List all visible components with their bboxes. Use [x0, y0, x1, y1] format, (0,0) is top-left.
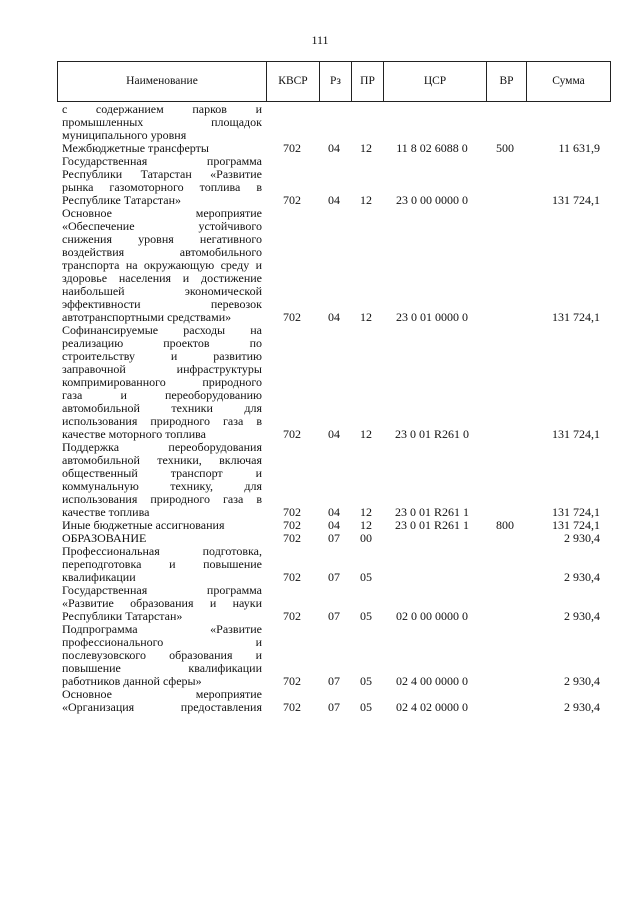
cell-kvsr: 702 [283, 518, 301, 532]
row-name-line: снижения уровня негативного [62, 232, 262, 246]
cell-kvsr: 702 [283, 609, 301, 623]
header-vr: ВР [486, 62, 526, 101]
cell-csr: 02 4 02 0000 0 [396, 700, 468, 714]
row-name-line: качестве моторного топлива [62, 427, 206, 441]
cell-sum: 131 724,1 [552, 310, 600, 324]
row-name-line: качестве топлива [62, 505, 150, 519]
row-name-line: транспорта на окружающую среду и [62, 258, 262, 272]
header-sum: Сумма [526, 62, 610, 101]
cell-csr: 11 8 02 6088 0 [396, 141, 468, 155]
cell-kvsr: 702 [283, 193, 301, 207]
cell-sum: 2 930,4 [564, 570, 600, 584]
row-name [62, 688, 262, 714]
table-row [62, 441, 610, 519]
row-name-line: автотранспортными средствами» [62, 310, 232, 324]
row-name [62, 155, 262, 207]
table-row [62, 623, 610, 688]
cell-kvsr: 702 [283, 531, 301, 545]
row-name-line: повышение квалификации [62, 661, 262, 675]
cell-pr: 00 [360, 531, 372, 545]
header-rz: Рз [319, 62, 351, 101]
row-name-line: Республики Татарстан «Развитие [62, 167, 262, 181]
cell-pr: 05 [360, 570, 372, 584]
cell-rz: 04 [328, 427, 340, 441]
cell-kvsr: 702 [283, 427, 301, 441]
cell-pr: 05 [360, 674, 372, 688]
row-name-line: компримированного природного [62, 375, 262, 389]
row-name [62, 324, 262, 441]
page-number: 111 [311, 33, 329, 47]
cell-csr: 02 0 00 0000 0 [396, 609, 468, 623]
row-name-line: профессионального и [62, 635, 262, 649]
row-name-line: общественный транспорт и [62, 466, 262, 480]
row-name-line: использования природного газа в [62, 492, 262, 506]
table-body [62, 103, 610, 714]
cell-rz: 04 [328, 310, 340, 324]
cell-sum: 2 930,4 [564, 609, 600, 623]
cell-pr: 12 [360, 518, 372, 532]
row-name [62, 207, 262, 324]
row-name-line: Основное мероприятие [62, 206, 262, 220]
cell-sum: 131 724,1 [552, 518, 600, 532]
row-name-line: ОБРАЗОВАНИЕ [62, 531, 147, 545]
row-name-line: Государственная программа [62, 583, 262, 597]
header-kvsr: КВСР [266, 62, 319, 101]
row-name-line: эффективности перевозок [62, 297, 262, 311]
row-name-line: муниципального уровня [62, 128, 187, 142]
cell-sum: 131 724,1 [552, 427, 600, 441]
cell-csr: 23 0 01 R261 1 [394, 505, 469, 519]
row-name-line: Софинансируемые расходы на [62, 323, 262, 337]
row-name-line: строительству и развитию [62, 349, 262, 363]
row-name-line: «Обеспечение устойчивого [62, 219, 262, 233]
row-name-line: Государственная программа [62, 154, 262, 168]
cell-kvsr: 702 [283, 700, 301, 714]
cell-rz: 07 [328, 609, 340, 623]
cell-kvsr: 702 [283, 505, 301, 519]
cell-rz: 04 [328, 193, 340, 207]
cell-csr: 23 0 01 R261 0 [394, 427, 469, 441]
cell-pr: 05 [360, 700, 372, 714]
cell-pr: 12 [360, 310, 372, 324]
row-name-line: Подпрограмма «Развитие [62, 622, 262, 636]
row-name-line: наибольшей экономической [62, 284, 262, 298]
cell-pr: 12 [360, 193, 372, 207]
row-name-line: Профессиональная подготовка, [62, 544, 262, 558]
row-name-line: реализацию проектов по [62, 336, 262, 350]
row-name-line: здоровье населения и достижение [62, 271, 262, 285]
row-name-line: воздействия автомобильного [62, 245, 262, 259]
row-name-line: заправочной инфраструктуры [62, 362, 262, 376]
table-row [62, 584, 610, 623]
row-name-line: работников данной сферы» [62, 674, 202, 688]
row-name-line: коммунальную технику, для [62, 479, 262, 493]
cell-sum: 11 631,9 [558, 141, 600, 155]
cell-rz: 04 [328, 518, 340, 532]
cell-csr: 23 0 00 0000 0 [396, 193, 468, 207]
row-name-line: автомобильной техники для [62, 401, 262, 415]
table-row [62, 103, 610, 142]
cell-kvsr: 702 [283, 570, 301, 584]
row-name [62, 584, 262, 623]
row-name [62, 545, 262, 584]
cell-sum: 2 930,4 [564, 531, 600, 545]
row-name-line: газа и переоборудованию [62, 388, 262, 402]
row-name-line: переподготовка и повышение [62, 557, 262, 571]
cell-sum: 131 724,1 [552, 193, 600, 207]
table-row [62, 324, 610, 441]
cell-kvsr: 702 [283, 310, 301, 324]
row-name-line: с содержанием парков и [62, 102, 262, 116]
cell-kvsr: 702 [283, 674, 301, 688]
row-name-line: рынка газомоторного топлива в [62, 180, 262, 194]
row-name [62, 441, 262, 519]
cell-rz: 07 [328, 570, 340, 584]
row-name-line: промышленных площадок [62, 115, 262, 129]
row-name-line: Основное мероприятие [62, 687, 262, 701]
cell-csr: 23 0 01 0000 0 [396, 310, 468, 324]
table-row [62, 207, 610, 324]
cell-rz: 07 [328, 674, 340, 688]
cell-pr: 12 [360, 505, 372, 519]
cell-csr: 02 4 00 0000 0 [396, 674, 468, 688]
cell-sum: 2 930,4 [564, 674, 600, 688]
row-name-line: послевузовского образования и [62, 648, 262, 662]
cell-rz: 07 [328, 531, 340, 545]
row-name-line: использования природного газа в [62, 414, 262, 428]
cell-rz: 07 [328, 700, 340, 714]
table-header [57, 61, 611, 102]
row-name-line: Республики Татарстан» [62, 609, 183, 623]
table-row [62, 545, 610, 584]
row-name-line: Поддержка переоборудования [62, 440, 262, 454]
cell-sum: 131 724,1 [552, 505, 600, 519]
cell-pr: 12 [360, 141, 372, 155]
cell-rz: 04 [328, 505, 340, 519]
cell-pr: 05 [360, 609, 372, 623]
row-name-line: Межбюджетные трансферты [62, 141, 209, 155]
header-csr: ЦСР [383, 62, 486, 101]
row-name-line: автомобильной техники, включая [62, 453, 262, 467]
row-name-line: Республике Татарстан» [62, 193, 182, 207]
cell-csr: 23 0 01 R261 1 [394, 518, 469, 532]
row-name-line: «Развитие образования и науки [62, 596, 262, 610]
row-name [62, 623, 262, 688]
table-row [62, 155, 610, 207]
cell-vr: 500 [496, 141, 514, 155]
row-name-line: Иные бюджетные ассигнования [62, 518, 225, 532]
row-name-line: «Организация предоставления [62, 700, 262, 714]
header-pr: ПР [351, 62, 383, 101]
row-name [62, 103, 262, 142]
cell-sum: 2 930,4 [564, 700, 600, 714]
header-name: Наименование [126, 75, 198, 87]
cell-pr: 12 [360, 427, 372, 441]
row-name-line: квалификации [62, 570, 136, 584]
cell-vr: 800 [496, 518, 514, 532]
cell-rz: 04 [328, 141, 340, 155]
table-row [62, 688, 610, 714]
cell-kvsr: 702 [283, 141, 301, 155]
